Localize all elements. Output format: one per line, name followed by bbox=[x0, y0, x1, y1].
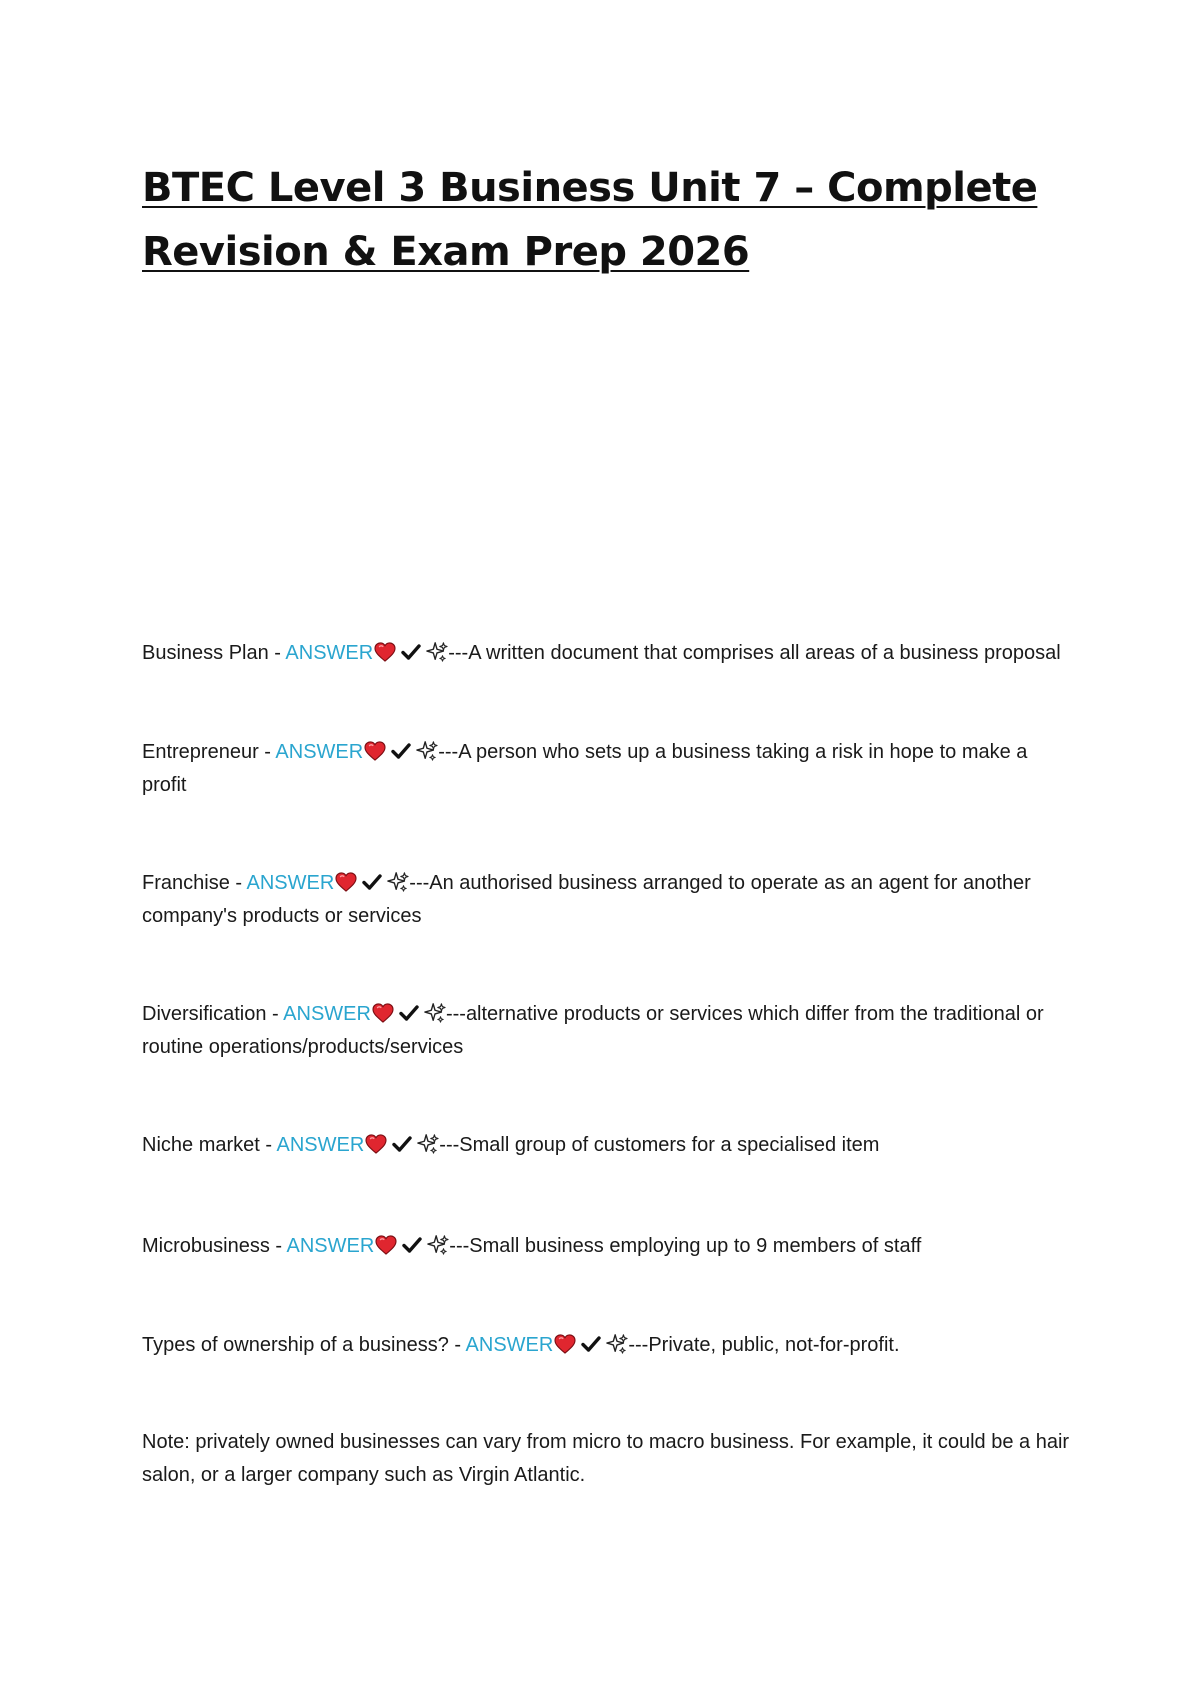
term: Business Plan bbox=[142, 642, 269, 664]
answer-prefix: --- bbox=[438, 741, 459, 763]
answer-icons bbox=[553, 1329, 628, 1362]
answer-label: ANSWER bbox=[275, 741, 364, 763]
check-icon bbox=[391, 741, 411, 761]
answer-prefix: --- bbox=[628, 1334, 649, 1356]
answer-icons bbox=[371, 998, 446, 1031]
separator: - bbox=[269, 1235, 287, 1257]
sparkle-icon bbox=[427, 1234, 449, 1256]
answer-icons bbox=[334, 867, 409, 900]
heart-icon bbox=[554, 1334, 576, 1354]
answer-label: ANSWER bbox=[276, 1134, 365, 1156]
answer-label: ANSWER bbox=[285, 642, 374, 664]
check-icon bbox=[401, 642, 421, 662]
heart-icon bbox=[372, 1003, 394, 1023]
definition: A person who sets up a business taking a risk in hope to make a profit bbox=[142, 741, 1028, 796]
answer-label: ANSWER bbox=[246, 872, 335, 894]
heart-icon bbox=[364, 741, 386, 761]
check-icon bbox=[399, 1003, 419, 1023]
definition: Small business employing up to 9 members of staff bbox=[469, 1235, 922, 1257]
sparkle-icon bbox=[424, 1002, 446, 1024]
answer-icons bbox=[363, 736, 438, 769]
term: Entrepreneur bbox=[142, 741, 259, 763]
term: Diversification bbox=[142, 1003, 267, 1025]
qa-item bbox=[142, 998, 1072, 1064]
document-title: BTEC Level 3 Business Unit 7 – Complete Revision & Exam Prep 2026 bbox=[142, 165, 1038, 275]
answer-prefix: --- bbox=[439, 1134, 460, 1156]
qa-item bbox=[142, 736, 1072, 802]
term: Types of ownership of a business? bbox=[142, 1334, 449, 1356]
qa-item bbox=[142, 637, 1072, 670]
definition: A written document that comprises all areas of a business proposal bbox=[468, 642, 1061, 664]
heart-icon bbox=[375, 1235, 397, 1255]
sparkle-icon bbox=[416, 740, 438, 762]
term: Microbusiness bbox=[142, 1235, 270, 1257]
answer-label: ANSWER bbox=[286, 1235, 375, 1257]
sparkle-icon bbox=[606, 1333, 628, 1355]
term: Franchise bbox=[142, 872, 230, 894]
sparkle-icon bbox=[387, 871, 409, 893]
separator: - bbox=[268, 642, 286, 664]
definition: Small group of customers for a specialised item bbox=[459, 1134, 880, 1156]
definition: alternative products or services which differ from the traditional or routine operations/products/services bbox=[142, 1003, 1044, 1058]
heart-icon bbox=[335, 872, 357, 892]
check-icon bbox=[392, 1134, 412, 1154]
separator: - bbox=[448, 1334, 466, 1356]
qa-item bbox=[142, 867, 1072, 933]
term: Niche market bbox=[142, 1134, 260, 1156]
separator: - bbox=[259, 1134, 277, 1156]
check-icon bbox=[402, 1235, 422, 1255]
answer-icons bbox=[373, 637, 448, 670]
definition: Private, public, not-for-profit. bbox=[648, 1334, 900, 1356]
answer-icons bbox=[374, 1230, 449, 1263]
separator: - bbox=[266, 1003, 284, 1025]
heart-icon bbox=[365, 1134, 387, 1154]
answer-icons bbox=[364, 1129, 439, 1162]
check-icon bbox=[362, 872, 382, 892]
qa-item bbox=[142, 1230, 1072, 1263]
sparkle-icon bbox=[417, 1133, 439, 1155]
separator: - bbox=[229, 872, 247, 894]
answer-prefix: --- bbox=[409, 872, 430, 894]
separator: - bbox=[258, 741, 276, 763]
answer-label: ANSWER bbox=[465, 1334, 554, 1356]
sparkle-icon bbox=[426, 641, 448, 663]
note-paragraph: Note: privately owned businesses can vary from micro to macro business. For example, it could be a hair salon, or a larger company such as Virgin Atlantic. bbox=[142, 1431, 1070, 1486]
answer-prefix: --- bbox=[449, 1235, 470, 1257]
qa-item bbox=[142, 1129, 1072, 1162]
definition: An authorised business arranged to operate as an agent for another company's products or services bbox=[142, 872, 1031, 927]
answer-prefix: --- bbox=[448, 642, 469, 664]
qa-item bbox=[142, 1329, 1072, 1362]
answer-prefix: --- bbox=[445, 1003, 466, 1025]
answer-label: ANSWER bbox=[283, 1003, 371, 1025]
heart-icon bbox=[374, 642, 396, 662]
check-icon bbox=[581, 1334, 601, 1354]
